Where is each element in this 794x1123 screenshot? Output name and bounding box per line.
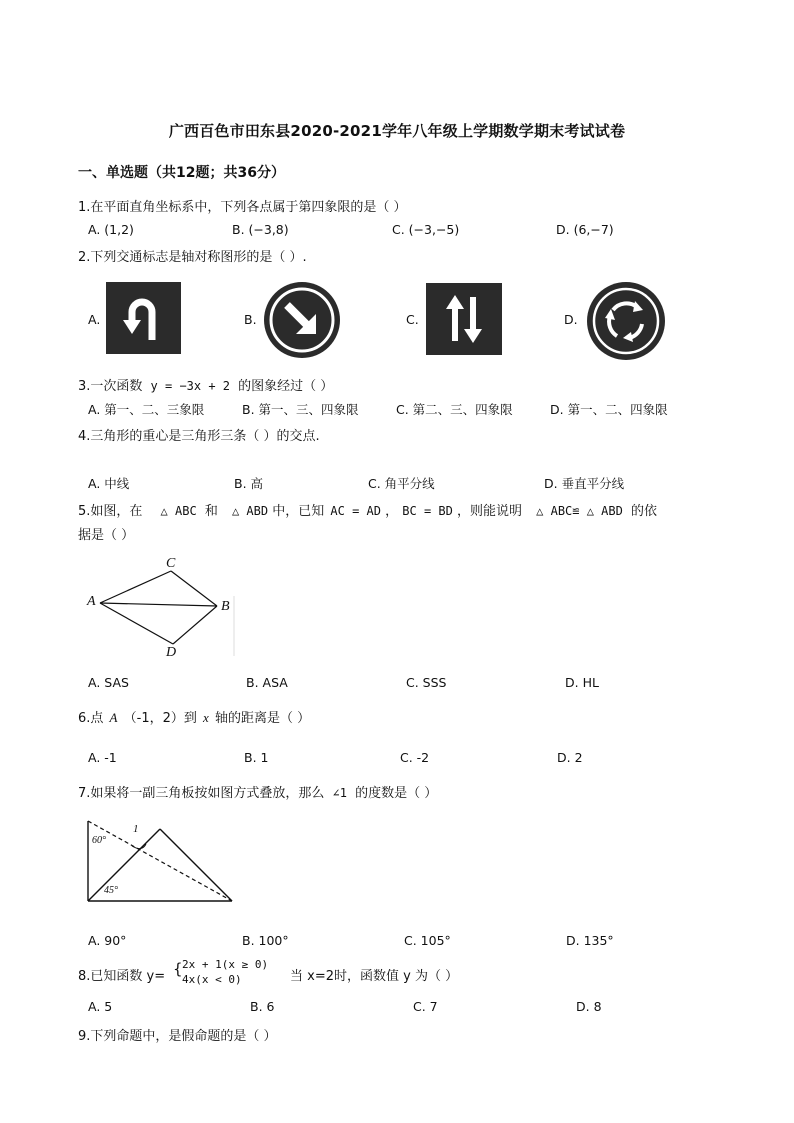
q1-option-c[interactable]: C. (−3,−5) <box>392 222 460 237</box>
q6-point-a: A <box>109 710 118 725</box>
q1-option-b[interactable]: B. (−3,8) <box>232 222 289 237</box>
q5-text: 中，已知 <box>272 504 325 519</box>
q7-stem-suffix: 的度数是（ ） <box>355 786 438 801</box>
q8-option-a[interactable]: A. 5 <box>88 999 113 1014</box>
q5-option-a[interactable]: A. SAS <box>88 675 129 690</box>
q2-option-c[interactable]: C. <box>406 312 419 327</box>
question-2-stem: 2.下列交通标志是轴对称图形的是（ ）. <box>78 250 307 265</box>
page-title: 广西百色市田东县2020-2021学年八年级上学期数学期末考试试卷 <box>168 122 626 140</box>
q6-option-c[interactable]: C. -2 <box>400 750 430 765</box>
question-7-stem <box>78 782 437 801</box>
q3-stem-prefix: 3.一次函数 <box>78 379 143 394</box>
q5-label-b: B <box>221 599 230 614</box>
q3-option-c[interactable]: C. 第二、三、四象限 <box>396 402 513 417</box>
q5-triangle-abc: △ ABC <box>160 504 197 518</box>
q3-formula: y = −3x + 2 <box>150 379 231 393</box>
q4-option-a[interactable]: A. 中线 <box>88 476 130 491</box>
q7-label-45: 45° <box>104 885 118 896</box>
question-4-stem: 4.三角形的重心是三角形三条（ ）的交点. <box>78 429 320 444</box>
q2-option-d[interactable]: D. <box>564 312 578 327</box>
q6-text: 6.点 <box>78 711 104 726</box>
q7-option-b[interactable]: B. 100° <box>242 933 289 948</box>
q5-option-d[interactable]: D. HL <box>565 675 599 690</box>
q7-label-angle-1: 1 <box>133 823 139 835</box>
q7-option-a[interactable]: A. 90° <box>88 933 127 948</box>
u-turn-sign-icon <box>106 282 181 354</box>
q6-option-b[interactable]: B. 1 <box>244 750 269 765</box>
q8-case-2: 4x(x < 0) <box>182 973 242 986</box>
roundabout-sign-icon <box>585 280 667 362</box>
q8-case-1: 2x + 1(x ≥ 0) <box>182 958 269 971</box>
q1-option-d[interactable]: D. (6,−7) <box>556 222 614 237</box>
q8-brace: { <box>173 960 183 978</box>
q5-label-a: A <box>87 594 96 609</box>
question-3-stem <box>78 375 333 394</box>
q3-stem-suffix: 的图象经过（ ） <box>238 379 334 394</box>
question-5-stem-line1 <box>78 500 657 519</box>
q7-label-60: 60° <box>92 835 106 846</box>
q8-option-b[interactable]: B. 6 <box>250 999 275 1014</box>
q5-label-d: D <box>166 645 177 660</box>
q5-quadrilateral-figure <box>84 556 244 662</box>
q7-stem-prefix: 7.如果将一副三角板按如图方式叠放，那么 <box>78 786 325 801</box>
q8-option-c[interactable]: C. 7 <box>413 999 438 1014</box>
q5-text: 5.如图，在 <box>78 504 143 519</box>
q6-option-a[interactable]: A. -1 <box>88 750 117 765</box>
question-8-stem-suffix: 当 x=2时，函数值 y 为（ ） <box>290 969 459 984</box>
q5-triangle-abd: △ ABD <box>231 504 269 518</box>
question-6-stem <box>78 707 310 726</box>
q3-option-b[interactable]: B. 第一、三、四象限 <box>242 402 359 417</box>
q5-congruence: △ ABC≌ △ ABD <box>536 504 623 518</box>
question-8-stem-prefix: 8.已知函数 y= <box>78 969 166 984</box>
q6-x-axis: x <box>203 710 209 725</box>
q7-option-c[interactable]: C. 105° <box>404 933 451 948</box>
question-5-stem-line2: 据是（ ） <box>78 528 135 543</box>
q5-text: ， <box>385 504 399 519</box>
section-heading: 一、单选题（共12题；共36分） <box>78 165 285 181</box>
q5-text: 和 <box>204 504 218 519</box>
q3-option-a[interactable]: A. 第一、二、三象限 <box>88 402 205 417</box>
q5-text: 的依 <box>630 504 657 519</box>
q5-option-b[interactable]: B. ASA <box>246 675 288 690</box>
q2-option-a[interactable]: A. <box>88 312 101 327</box>
q2-option-b[interactable]: B. <box>244 312 257 327</box>
q6-option-d[interactable]: D. 2 <box>557 750 583 765</box>
q5-bc-bd: BC = BD <box>402 504 453 518</box>
q6-text: 轴的距离是（ ） <box>214 711 311 726</box>
q1-option-a[interactable]: A. (1,2) <box>88 222 134 237</box>
question-1-stem: 1.在平面直角坐标系中，下列各点属于第四象限的是（ ） <box>78 200 407 215</box>
q4-option-b[interactable]: B. 高 <box>234 476 264 491</box>
q7-angle-1: ∠1 <box>332 786 347 800</box>
q5-option-c[interactable]: C. SSS <box>406 675 447 690</box>
q6-text: （-1，2）到 <box>123 711 197 726</box>
q5-ac-ad: AC = AD <box>330 504 381 518</box>
q4-option-c[interactable]: C. 角平分线 <box>368 476 435 491</box>
q3-option-d[interactable]: D. 第一、二、四象限 <box>550 402 668 417</box>
two-way-traffic-sign-icon <box>426 283 502 355</box>
question-9-stem: 9.下列命题中，是假命题的是（ ） <box>78 1029 277 1044</box>
q4-option-d[interactable]: D. 垂直平分线 <box>544 476 625 491</box>
q5-text: ，则能说明 <box>456 504 522 519</box>
q7-option-d[interactable]: D. 135° <box>566 933 614 948</box>
down-right-arrow-sign-icon <box>262 280 342 360</box>
q5-label-c: C <box>166 556 176 571</box>
q8-option-d[interactable]: D. 8 <box>576 999 602 1014</box>
